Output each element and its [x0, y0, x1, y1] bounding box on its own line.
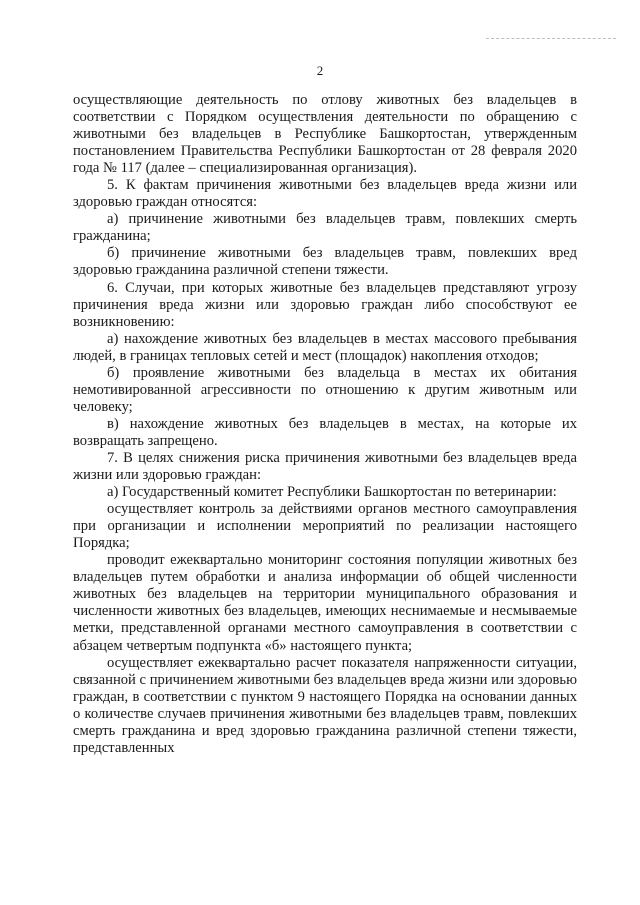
- paragraph-monitoring: проводит ежеквартально мониторинг состояния популяции животных без владельцев путем обработки и анализа информации об общей численности животных без владельцев на территории муниципального образования и численности животных без владельцев, имеющих неснимаемые и несмываемые метки, представленной органами местного самоуправления в соответствии с абзацем четвертым подпункта «б» настоящего пункта;: [73, 552, 577, 654]
- paragraph-continuation: осуществляющие деятельность по отлову животных без владельцев в соответствии с Порядком осуществления деятельности по обращению с животными без владельцев в Республике Башкортостан, утвержденным постановлением Правительства Республики Башкортостан от 28 февраля 2020 года № 117 (далее – специализированная организация).: [73, 92, 577, 177]
- paragraph-item-6b: б) проявление животными без владельца в местах их обитания немотивированной агрессивности по отношению к другим животным или человеку;: [73, 364, 577, 415]
- paragraph-item-6v: в) нахождение животных без владельцев в местах, на которые их возвращать запрещено.: [73, 415, 577, 449]
- paragraph-item-5: 5. К фактам причинения животными без владельцев вреда жизни или здоровью граждан относятся:: [73, 177, 577, 211]
- page-number: 2: [316, 63, 324, 78]
- paragraph-control: осуществляет контроль за действиями органов местного самоуправления при организации и исполнении мероприятий по реализации настоящего Порядка;: [73, 501, 577, 552]
- paragraph-item-5a: а) причинение животными без владельцев травм, повлекших смерть гражданина;: [73, 211, 577, 245]
- document-body: [73, 92, 577, 757]
- paragraph-calculation: осуществляет ежеквартально расчет показателя напряженности ситуации, связанной с причинением животными без владельцев вреда жизни или здоровью граждан, в соответствии с пунктом 9 настоящего Порядка на основании данных о количестве случаев причинения животными без владельцев травм, повлекших смерть гражданина и вред здоровью гражданина различной степени тяжести, представленных: [73, 654, 577, 756]
- scan-artifact-line: [486, 38, 616, 39]
- paragraph-item-5b: б) причинение животными без владельцев травм, повлекших вред здоровью гражданина различной степени тяжести.: [73, 245, 577, 279]
- paragraph-item-6a: а) нахождение животных без владельцев в местах массового пребывания людей, в границах тепловых сетей и мест (площадок) накопления отходов;: [73, 330, 577, 364]
- paragraph-item-7a: а) Государственный комитет Республики Башкортостан по ветеринарии:: [107, 484, 557, 501]
- paragraph-item-7: 7. В целях снижения риска причинения животными без владельцев вреда жизни или здоровью граждан:: [73, 449, 577, 484]
- paragraph-item-6: 6. Случаи, при которых животные без владельцев представляют угрозу причинения вреда жизни или здоровью граждан либо способствуют ее возникновению:: [73, 279, 577, 330]
